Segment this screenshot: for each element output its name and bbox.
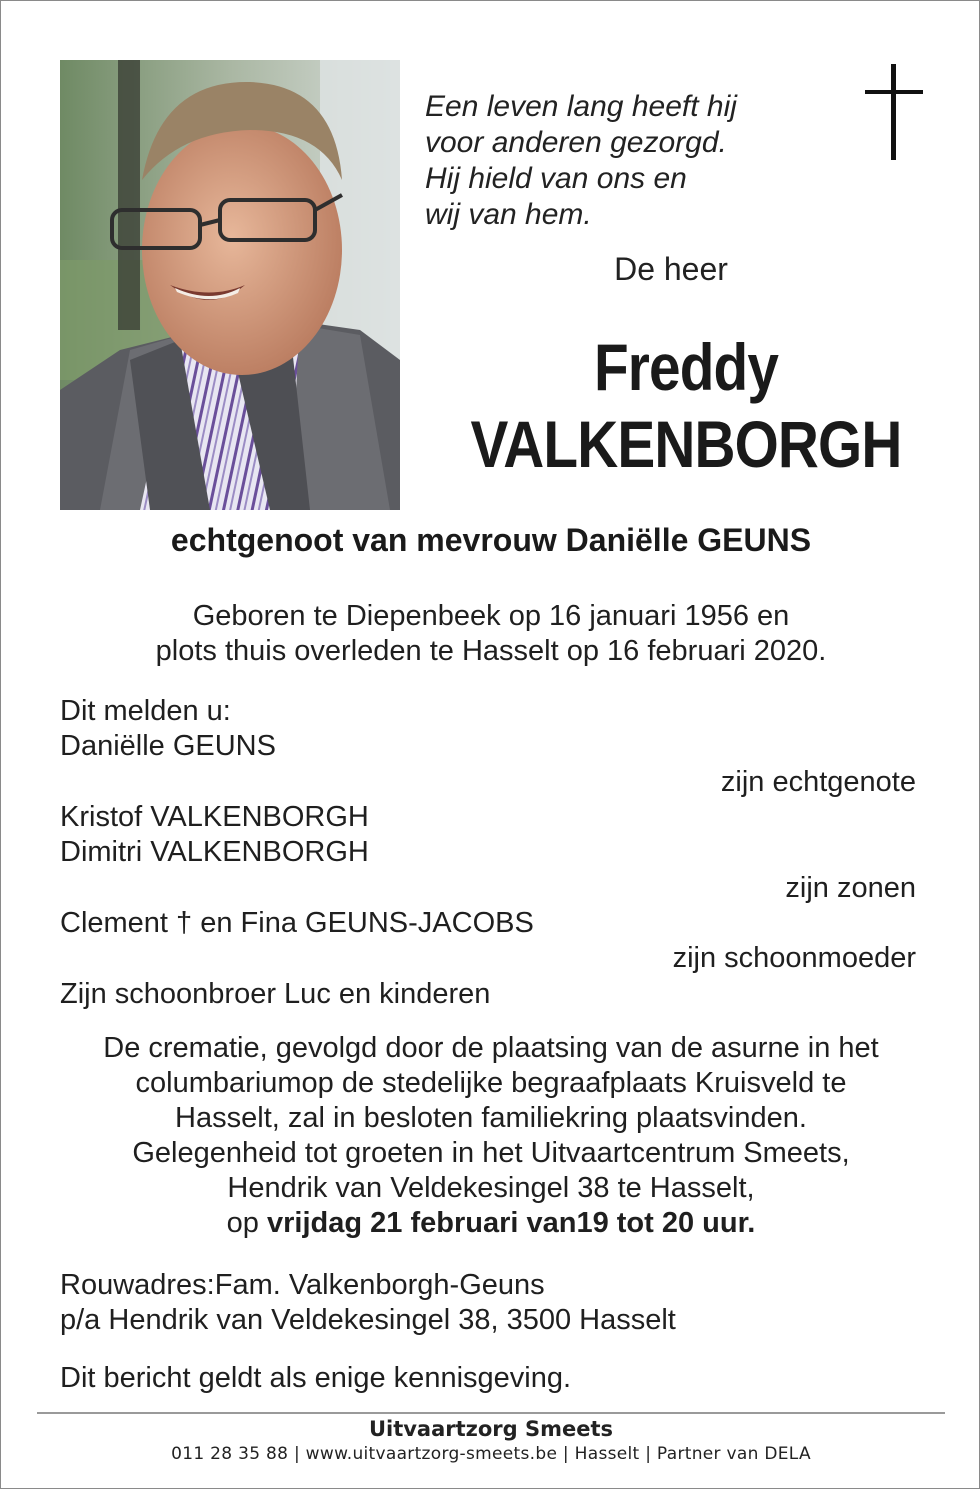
ceremony-line: Hendrik van Veldekesingel 38 te Hasselt, bbox=[227, 1172, 755, 1204]
death-line: plots thuis overleden te Hasselt op 16 februari 2020. bbox=[155, 635, 827, 667]
announcer-brother-in-law: Zijn schoonbroer Luc en kinderen bbox=[60, 978, 491, 1010]
poem-line: wij van hem. bbox=[425, 198, 592, 231]
poem-line: Een leven lang heeft hij bbox=[425, 90, 737, 123]
ceremony-date: vrijdag 21 februari van19 tot 20 uur. bbox=[266, 1207, 756, 1239]
birth-death-info bbox=[1, 599, 980, 669]
birth-line: Geboren te Diepenbeek op 16 januari 1956 en bbox=[192, 600, 790, 632]
announcer-son: Dimitri VALKENBORGH bbox=[60, 836, 369, 868]
announcer-spouse: Daniëlle GEUNS bbox=[60, 730, 276, 762]
notice-text: Dit bericht geldt als enige kennisgeving. bbox=[60, 1362, 572, 1394]
ceremony-date-prefix: op bbox=[226, 1207, 267, 1239]
funeral-company-contact: 011 28 35 88 | www.uitvaartzorg-smeets.be | Hasselt | Partner van DELA bbox=[171, 1444, 811, 1464]
cross-vertical-bar bbox=[891, 64, 896, 160]
footer-divider bbox=[37, 1412, 945, 1414]
ceremony-line: Gelegenheid tot groeten in het Uitvaartcentrum Smeets, bbox=[132, 1137, 850, 1169]
honorific: De heer bbox=[614, 251, 728, 287]
spouse-line: echtgenoot van mevrouw Daniëlle GEUNS bbox=[170, 522, 812, 558]
announcer-in-laws: Clement † en Fina GEUNS-JACOBS bbox=[60, 907, 534, 939]
mourning-address-line: p/a Hendrik van Veldekesingel 38, 3500 Hasselt bbox=[60, 1304, 676, 1336]
poem-line: voor anderen gezorgd. bbox=[425, 126, 727, 159]
first-name: Freddy bbox=[593, 330, 779, 404]
ceremony-line: columbariumop de stedelijke begraafplaats Kruisveld te bbox=[135, 1067, 847, 1099]
ceremony-line: Hasselt, zal in besloten familiekring plaatsvinden. bbox=[175, 1102, 807, 1134]
announcers-intro: Dit melden u: bbox=[60, 695, 231, 727]
cross-horizontal-bar bbox=[865, 90, 923, 94]
relation-in-laws: zijn schoonmoeder bbox=[672, 942, 916, 974]
announcer-son: Kristof VALKENBORGH bbox=[60, 801, 369, 833]
mourning-address-line: Rouwadres:Fam. Valkenborgh-Geuns bbox=[60, 1269, 545, 1301]
funeral-company-name: Uitvaartzorg Smeets bbox=[368, 1417, 614, 1441]
ceremony-line: De crematie, gevolgd door de plaatsing van de asurne in het bbox=[103, 1032, 879, 1064]
ceremony-info bbox=[1, 1031, 980, 1241]
relation-spouse: zijn echtgenote bbox=[720, 766, 916, 798]
last-name: VALKENBORGH bbox=[470, 407, 902, 481]
ceremony-date-line bbox=[1, 1206, 980, 1241]
poem bbox=[425, 89, 737, 233]
poem-line: Hij hield van ons en bbox=[425, 162, 687, 195]
cross-icon bbox=[865, 64, 923, 160]
portrait-photo bbox=[60, 60, 400, 510]
relation-sons: zijn zonen bbox=[785, 872, 916, 904]
